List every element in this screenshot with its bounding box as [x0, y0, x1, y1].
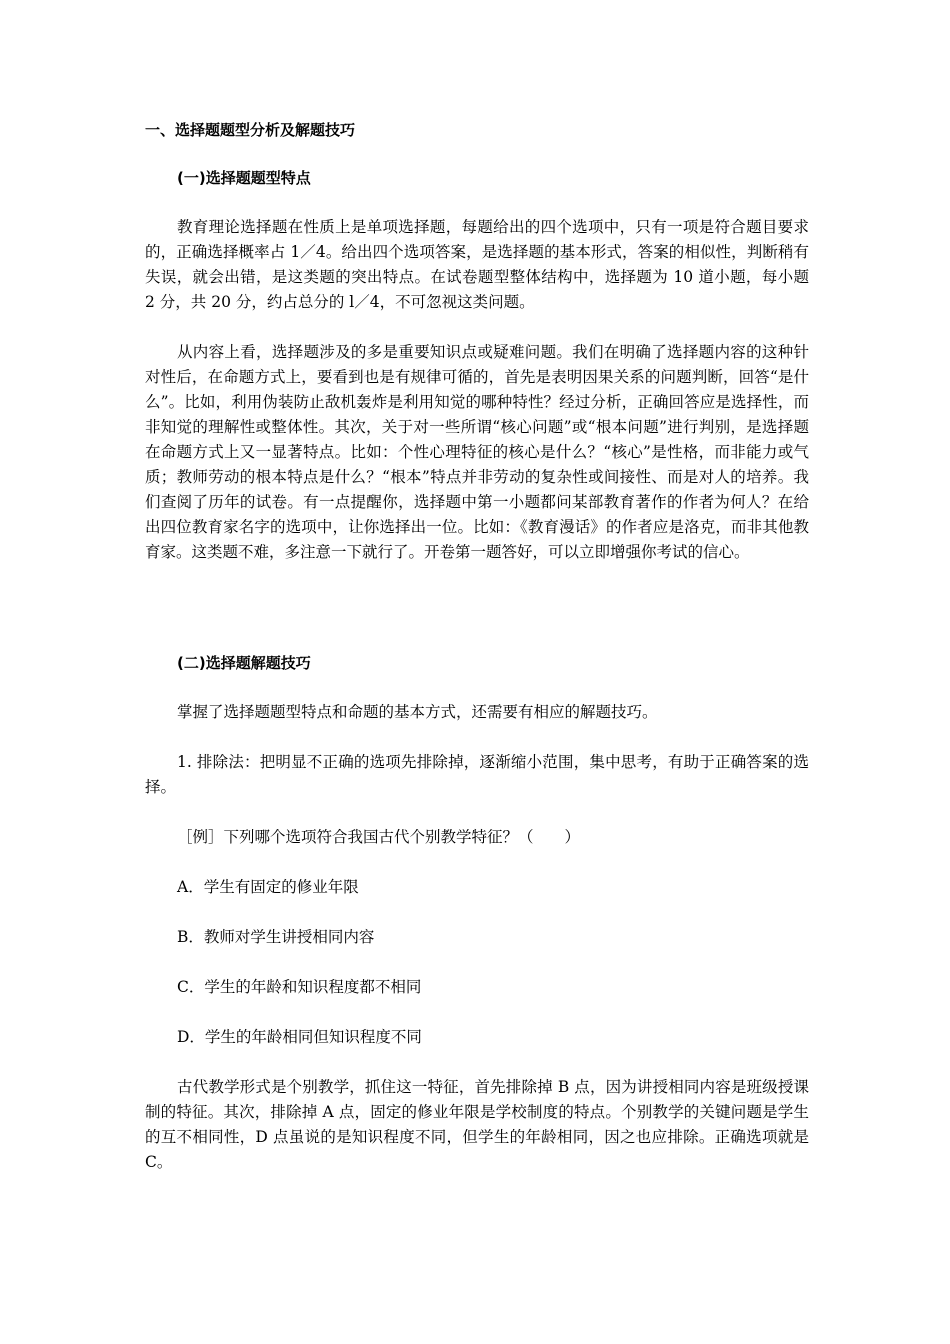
option-c: C．学生的年龄和知识程度都不相同 [177, 978, 422, 996]
section-title: 一、选择题题型分析及解题技巧 [145, 121, 356, 139]
example-question: ［例］下列哪个选项符合我国古代个别教学特征？（ ） [177, 828, 581, 846]
subsection-title-features: (一)选择题题型特点 [177, 169, 311, 187]
document-page [145, 118, 809, 1175]
paragraph-features-1: 教育理论选择题在性质上是单项选择题，每题给出的四个选项中，只有一项是符合题目要求的，正确选择概率占 1／4。给出四个选项答案，是选择题的基本形式，答案的相似性，判断稍有失误，就会出错，是这类题的突出特点。在试卷题型整体结构中，选择题为 10 道小题，每小题 2 分，共 20 分，约占总分的 l／4，不可忽视这类问题。 [145, 218, 809, 311]
option-a: A．学生有固定的修业年限 [177, 878, 359, 896]
option-d: D．学生的年龄相同但知识程度不同 [177, 1028, 422, 1046]
subsection-title-techniques: (二)选择题解题技巧 [177, 654, 311, 672]
paragraph-features-2: 从内容上看，选择题涉及的多是重要知识点或疑难问题。我们在明确了选择题内容的这种针对性后，在命题方式上，要看到也是有规律可循的，首先是表明因果关系的问题判断，回答“是什么”。比如，利用伪装防止敌机轰炸是利用知觉的哪种特性？经过分析，正确回答应是选择性，而非知觉的理解性或整体性。其次，关于对一些所谓“核心问题”或“根本问题”进行判别，是选择题在命题方式上又一显著特点。比如：个性心理特征的核心是什么？“核心”是性格，而非能力或气质；教师劳动的根本特点是什么？“根本”特点并非劳动的复杂性或间接性、而是对人的培养。我们查阅了历年的试卷。有一点提醒你，选择题中第一小题都问某部教育著作的作者为何人？在给出四位教育家名字的选项中，让你选择出一位。比如：《教育漫话》的作者应是洛克，而非其他教育家。这类题不难，多注意一下就行了。开卷第一题答好，可以立即增强你考试的信心。 [145, 343, 809, 561]
paragraph-analysis: 古代教学形式是个别教学，抓住这一特征，首先排除掉 B 点，因为讲授相同内容是班级授课制的特征。其次，排除掉 A 点，固定的修业年限是学校制度的特点。个别教学的关键问题是学生的互不相同性，D 点虽说的是知识程度不同，但学生的年龄相同，因之也应排除。正确选项就是 C。 [145, 1078, 809, 1171]
paragraph-method-elimination: 1. 排除法：把明显不正确的选项先排除掉，逐渐缩小范围，集中思考，有助于正确答案的选择。 [145, 753, 809, 796]
option-b: B．教师对学生讲授相同内容 [177, 928, 375, 946]
paragraph-techniques-intro: 掌握了选择题题型特点和命题的基本方式，还需要有相应的解题技巧。 [177, 703, 658, 721]
